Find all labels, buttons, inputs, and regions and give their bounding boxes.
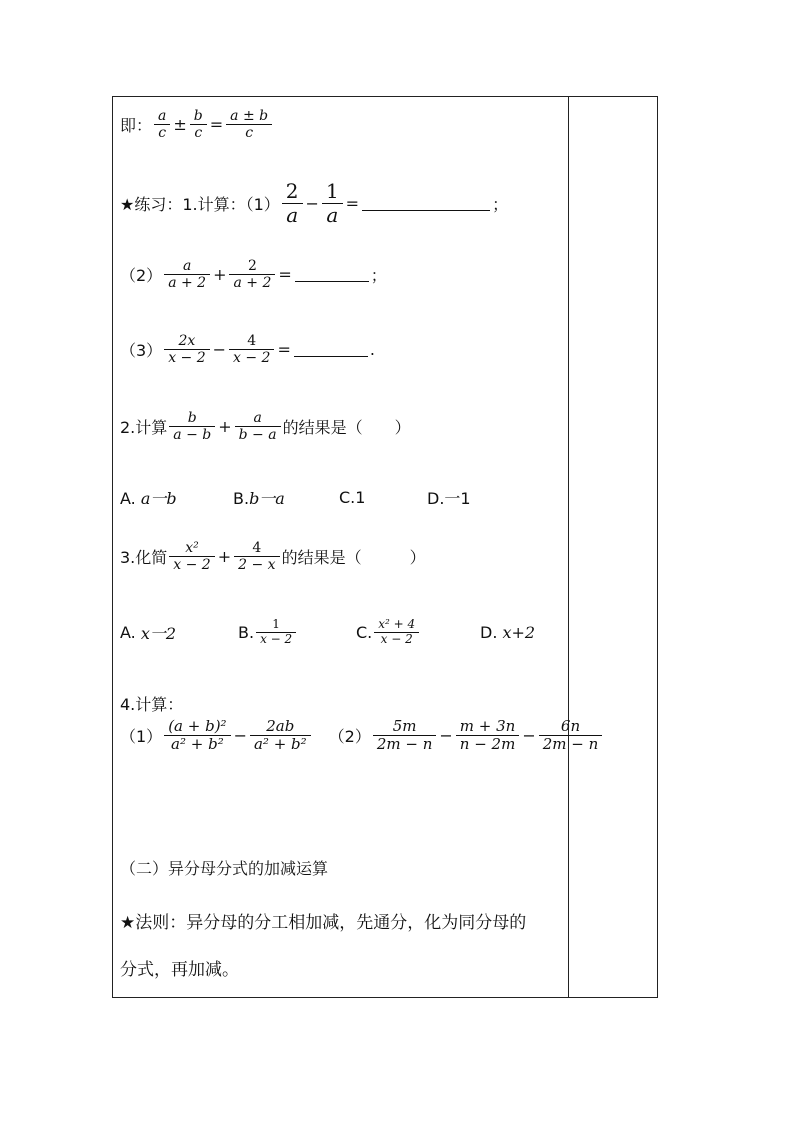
numerator: (a + b)² <box>168 717 227 735</box>
option-b[interactable]: B.b一a <box>233 489 285 508</box>
question-4-title <box>120 692 183 715</box>
section-title: （二）异分母分式的加减运算 <box>120 859 329 878</box>
practice-item-2 <box>120 258 387 291</box>
answer-blank[interactable] <box>295 267 369 282</box>
operator: − <box>522 726 536 746</box>
option-c[interactable]: C.1 <box>339 488 366 507</box>
question-4-expressions <box>120 718 604 754</box>
denominator: a <box>286 203 299 227</box>
denominator: n − 2m <box>459 735 516 754</box>
option-d[interactable]: D.一1 <box>427 489 471 508</box>
denominator: c <box>158 125 167 142</box>
rule-paragraph-line-2 <box>120 955 239 980</box>
operator: − <box>212 340 227 360</box>
rule-text: ★法则：异分母的分工相加减，先通分，化为同分母的 <box>120 913 527 933</box>
numerator: 1 <box>272 617 280 631</box>
fraction <box>229 258 275 291</box>
numerator: a <box>158 108 167 124</box>
operator: + <box>217 547 232 567</box>
table-column-divider <box>568 96 569 998</box>
numerator: 4 <box>247 333 257 349</box>
punctuation: ； <box>370 266 387 286</box>
fraction <box>322 180 343 227</box>
numerator: 6n <box>560 717 581 735</box>
equals-sign: = <box>278 265 292 285</box>
denominator: 2 − x <box>238 557 276 574</box>
rule-text: 分式，再加减。 <box>120 960 239 980</box>
equals-sign: = <box>345 194 360 213</box>
fraction <box>164 718 230 754</box>
numerator: 2 <box>285 179 299 203</box>
punctuation: . <box>369 340 375 360</box>
fraction <box>169 540 214 573</box>
numerator: b <box>187 410 197 426</box>
numerator: 4 <box>252 540 262 556</box>
denominator: x − 2 <box>233 350 271 367</box>
equals-sign: = <box>209 115 224 135</box>
option-b[interactable]: B. $\frac{1}{x - 2}$ <box>238 618 356 647</box>
denominator: a² + b² <box>171 735 224 754</box>
question-2 <box>120 410 411 443</box>
option-c[interactable]: C. $\frac{\text{x² + 4}}{x - 2}$ <box>356 618 480 647</box>
section-heading <box>120 856 328 879</box>
operator: − <box>439 726 453 746</box>
numerator: 2 <box>247 258 257 274</box>
rule-prefix: 即： <box>120 116 153 136</box>
answer-blank[interactable] <box>362 196 490 211</box>
denominator: c <box>194 125 203 142</box>
rule-paragraph-line-1 <box>120 908 526 933</box>
denominator: x − 2 <box>173 557 211 574</box>
fraction <box>282 180 303 227</box>
fraction <box>154 108 170 141</box>
operator: − <box>233 726 247 746</box>
fraction <box>164 258 210 291</box>
option-a[interactable]: A. x一2 <box>120 622 177 643</box>
fraction <box>234 540 279 573</box>
punctuation: ； <box>492 195 509 214</box>
question-2-options <box>120 486 471 509</box>
denominator: x − 2 <box>168 350 206 367</box>
question-suffix: 的结果是（ ） <box>282 418 411 438</box>
question-prefix: 3.化简 <box>120 548 168 568</box>
practice-item-1 <box>120 180 508 227</box>
numerator: x² + 4 <box>378 617 416 631</box>
fraction <box>539 718 603 754</box>
denominator: x − 2 <box>380 631 413 646</box>
numerator: 5m <box>392 717 417 735</box>
denominator: x − 2 <box>260 631 293 646</box>
question-prefix: 2.计算 <box>120 418 168 438</box>
denominator: a − b <box>173 427 212 444</box>
operator: − <box>305 194 319 213</box>
same-denominator-rule <box>120 108 274 141</box>
denominator: a <box>326 203 339 227</box>
numerator: 1 <box>325 179 339 203</box>
denominator: b − a <box>238 427 277 444</box>
numerator: b <box>193 108 203 124</box>
numerator: m + 3n <box>459 717 516 735</box>
fraction <box>456 718 520 754</box>
operator: + <box>213 265 227 285</box>
numerator: a <box>182 258 192 274</box>
denominator: a + 2 <box>233 275 272 292</box>
question-3-options <box>120 618 535 647</box>
question-3 <box>120 540 426 573</box>
operator: ± <box>173 115 187 135</box>
question-title: 4.计算： <box>120 695 184 714</box>
numerator: x² <box>185 540 199 556</box>
fraction <box>373 718 437 754</box>
option-a[interactable]: A. a一b <box>120 489 177 508</box>
operator: + <box>218 417 232 437</box>
numerator: 2ab <box>266 717 295 735</box>
denominator: a + 2 <box>168 275 207 292</box>
practice-title: ★练习：1.计算：（1） <box>120 195 280 214</box>
fraction <box>250 718 311 754</box>
practice-item-3 <box>120 333 375 366</box>
option-d[interactable]: D. x+2 <box>480 622 536 642</box>
fraction <box>229 333 274 366</box>
item-label: （1） <box>120 727 163 747</box>
fraction <box>169 410 215 443</box>
denominator: a² + b² <box>253 735 307 754</box>
answer-blank[interactable] <box>294 342 368 357</box>
numerator: a ± b <box>230 108 269 124</box>
item-label: （2） <box>120 266 163 286</box>
fraction <box>226 108 272 141</box>
item-label: （2） <box>328 727 371 747</box>
fraction <box>235 410 281 443</box>
numerator: a <box>253 410 262 426</box>
denominator: c <box>245 125 254 142</box>
question-suffix: 的结果是（ ） <box>281 548 426 568</box>
fraction <box>164 333 209 366</box>
equals-sign: = <box>277 340 291 360</box>
fraction <box>190 108 207 141</box>
numerator: 2x <box>178 333 196 349</box>
item-label: （3） <box>120 341 163 361</box>
denominator: 2m − n <box>542 735 599 754</box>
denominator: 2m − n <box>376 735 433 754</box>
